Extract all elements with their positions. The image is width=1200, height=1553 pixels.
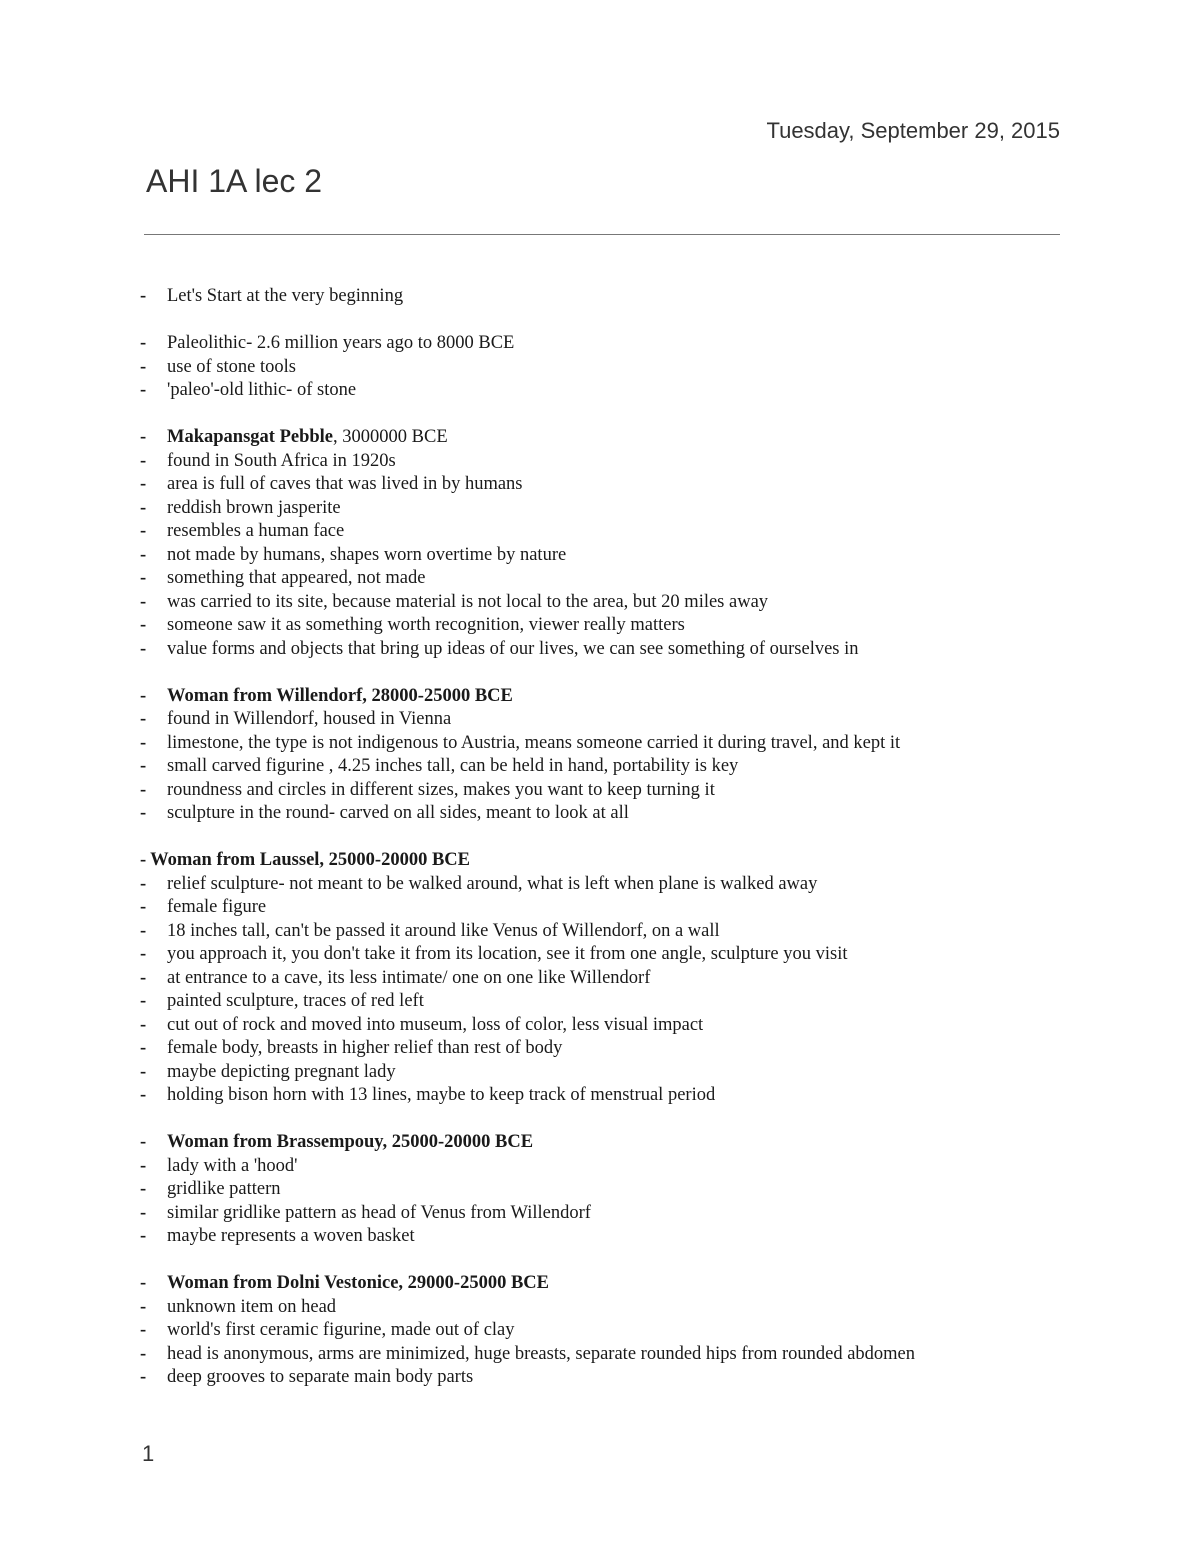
bullet-text: world's first ceramic figurine, made out of clay <box>167 1320 515 1340</box>
bullet-item <box>138 873 1068 897</box>
bullet-item <box>138 567 1068 591</box>
bullet-text: relief sculpture- not meant to be walked around, what is left when plane is walked away <box>167 873 818 894</box>
bullet-text: painted sculpture, traces of red left <box>167 991 424 1011</box>
bullet-item <box>138 990 1068 1014</box>
note-section <box>138 403 1068 662</box>
title-divider <box>144 234 1060 235</box>
heading-text <box>167 1131 533 1155</box>
bullet-item <box>138 943 1068 967</box>
bullet-item <box>138 1343 1068 1367</box>
note-section <box>138 826 1068 1108</box>
bullet-dash: - <box>140 333 147 353</box>
bullet-item <box>138 1319 1068 1343</box>
heading-bold-text: Woman from Willendorf, 28000-25000 BCE <box>167 685 513 706</box>
bullet-dash: - <box>140 497 147 518</box>
bullet-dash: - <box>140 1014 147 1035</box>
bullet-dash: - <box>140 732 147 753</box>
section-heading <box>138 1131 1068 1155</box>
bullet-dash: - <box>140 638 147 659</box>
bullet-dash: - <box>140 1296 147 1317</box>
bullet-item <box>138 779 1068 803</box>
heading-bold-text: Woman from Laussel, 25000-20000 BCE <box>150 850 471 870</box>
bullet-item <box>138 450 1068 474</box>
bullet-text: Paleolithic- 2.6 million years ago to 8000 BCE <box>167 333 515 353</box>
bullet-item <box>138 497 1068 521</box>
bullet-text: at entrance to a cave, its less intimate/ one on one like Willendorf <box>167 967 651 988</box>
bullet-dash: - <box>140 591 147 612</box>
bullet-dash: - <box>140 1343 147 1364</box>
bullet-dash: - <box>140 1038 147 1058</box>
bullet-text: unknown item on head <box>167 1296 337 1317</box>
bullet-item <box>138 1014 1068 1038</box>
bullet-dash: - <box>140 427 147 447</box>
bullet-dash: - <box>140 1273 147 1293</box>
bullet-dash: - <box>140 1202 147 1223</box>
bullet-item <box>138 379 1068 403</box>
note-date: Tuesday, September 29, 2015 <box>766 118 1060 143</box>
bullet-dash: - <box>140 544 147 565</box>
bullet-item <box>138 1178 1068 1202</box>
section-spacer <box>138 661 1068 685</box>
bullet-item <box>138 920 1068 944</box>
bullet-text: you approach it, you don't take it from its location, see it from one angle, sculpture you visit <box>167 944 848 964</box>
bullet-text: found in South Africa in 1920s <box>167 450 396 471</box>
bullet-dash: - <box>140 944 147 964</box>
bullet-text: use of stone tools <box>167 356 296 377</box>
bullet-dash: - <box>140 1320 147 1340</box>
bullet-item <box>138 755 1068 779</box>
bullet-dash: - <box>140 474 147 494</box>
bullet-text: reddish brown jasperite <box>167 497 341 518</box>
heading-text <box>167 685 513 709</box>
bullet-item <box>138 1084 1068 1108</box>
heading-text <box>150 849 470 873</box>
bullet-text: lady with a 'hood' <box>167 1155 298 1176</box>
bullet-text: limestone, the type is not indigenous to Austria, means someone carried it during travel, and kept it <box>167 732 901 753</box>
heading-bold-text: Woman from Brassempouy, 25000-20000 BCE <box>167 1132 534 1152</box>
bullet-dash: - <box>140 991 147 1011</box>
bullet-text: female body, breasts in higher relief than rest of body <box>167 1038 563 1058</box>
bullet-text: area is full of caves that was lived in by humans <box>167 474 523 494</box>
bullet-dash: - <box>140 1226 147 1246</box>
bullet-dash: - <box>140 920 147 941</box>
bullet-dash: - <box>140 685 147 706</box>
section-spacer <box>138 309 1068 333</box>
note-section <box>138 1108 1068 1249</box>
bullet-dash: - <box>140 1132 147 1152</box>
bullet-dash: - <box>140 873 147 894</box>
bullet-dash: - <box>140 450 147 471</box>
bullet-item <box>138 1155 1068 1179</box>
bullet-item <box>138 1225 1068 1249</box>
bullet-dash: - <box>140 1085 147 1105</box>
bullet-dash: - <box>140 615 147 635</box>
bullet-dash: - <box>140 521 147 541</box>
bullet-text: gridlike pattern <box>167 1179 281 1199</box>
section-spacer <box>138 826 1068 850</box>
bullet-text: value forms and objects that bring up ideas of our lives, we can see something of ourselves in <box>167 638 859 659</box>
bullet-text: cut out of rock and moved into museum, loss of color, less visual impact <box>167 1014 704 1035</box>
bullet-text: found in Willendorf, housed in Vienna <box>167 709 452 729</box>
bullet-text: deep grooves to separate main body parts <box>167 1367 474 1387</box>
section-spacer <box>138 403 1068 427</box>
note-section <box>138 285 1068 309</box>
bullet-item <box>138 967 1068 991</box>
bullet-dash: - <box>140 850 147 870</box>
bullet-item <box>138 732 1068 756</box>
bullet-item <box>138 1296 1068 1320</box>
bullet-dash: - <box>140 779 147 800</box>
section-heading <box>138 685 1068 709</box>
bullet-dash: - <box>140 1155 147 1176</box>
bullet-text: maybe depicting pregnant lady <box>167 1061 396 1082</box>
bullet-dash: - <box>140 967 147 988</box>
bullet-item <box>138 591 1068 615</box>
note-section <box>138 661 1068 826</box>
bullet-text: resembles a human face <box>167 521 345 541</box>
bullet-text: something that appeared, not made <box>167 568 426 588</box>
heading-bold-text: Makapansgat Pebble <box>167 427 334 447</box>
note-title: AHI 1A lec 2 <box>146 163 323 199</box>
bullet-item <box>138 332 1068 356</box>
section-spacer <box>138 1108 1068 1132</box>
heading-rest-text: , 3000000 BCE <box>333 427 448 447</box>
bullet-dash: - <box>140 897 147 917</box>
bullet-text: holding bison horn with 13 lines, maybe to keep track of menstrual period <box>167 1085 716 1105</box>
note-section <box>138 309 1068 403</box>
bullet-text: not made by humans, shapes worn overtime by nature <box>167 544 567 565</box>
bullet-text: 18 inches tall, can't be passed it around like Venus of Willendorf, on a wall <box>167 920 720 941</box>
bullet-item <box>138 638 1068 662</box>
bullet-dash: - <box>140 286 147 306</box>
bullet-text: similar gridlike pattern as head of Venus from Willendorf <box>167 1202 591 1223</box>
bullet-item <box>138 473 1068 497</box>
bullet-text: roundness and circles in different sizes, makes you want to keep turning it <box>167 779 715 800</box>
bullet-item <box>138 1202 1068 1226</box>
bullet-text: was carried to its site, because material is not local to the area, but 20 miles away <box>167 591 769 612</box>
section-heading <box>138 426 1068 450</box>
bullet-dash: - <box>140 568 147 588</box>
bullet-dash: - <box>140 356 147 377</box>
bullet-dash: - <box>140 380 147 400</box>
bullet-item <box>138 544 1068 568</box>
heading-text <box>167 426 448 450</box>
bullet-text: Let's Start at the very beginning <box>167 286 404 306</box>
bullet-item <box>138 802 1068 826</box>
bullet-dash: - <box>140 1061 147 1082</box>
bullet-item <box>138 896 1068 920</box>
notes-body <box>138 285 1068 1390</box>
bullet-dash: - <box>140 709 147 729</box>
section-heading <box>138 849 1068 873</box>
bullet-text: someone saw it as something worth recognition, viewer really matters <box>167 615 685 635</box>
bullet-text: sculpture in the round- carved on all sides, meant to look at all <box>167 803 629 823</box>
section-heading <box>138 1272 1068 1296</box>
section-spacer <box>138 1249 1068 1273</box>
bullet-text: 'paleo'-old lithic- of stone <box>167 380 357 400</box>
bullet-dash: - <box>140 1179 147 1199</box>
bullet-dash: - <box>140 756 147 776</box>
bullet-text: small carved figurine , 4.25 inches tall, can be held in hand, portability is key <box>167 756 739 776</box>
heading-text <box>167 1272 549 1296</box>
bullet-item <box>138 356 1068 380</box>
bullet-item <box>138 1037 1068 1061</box>
note-section <box>138 1249 1068 1390</box>
bullet-item <box>138 1366 1068 1390</box>
page-number: 1 <box>142 1441 155 1466</box>
bullet-item <box>138 285 1068 309</box>
bullet-text: female figure <box>167 897 267 917</box>
heading-bold-text: Woman from Dolni Vestonice, 29000-25000 BCE <box>167 1273 550 1293</box>
bullet-dash: - <box>140 803 147 823</box>
bullet-dash: - <box>140 1367 147 1387</box>
bullet-text: maybe represents a woven basket <box>167 1226 415 1246</box>
bullet-item <box>138 614 1068 638</box>
bullet-text: head is anonymous, arms are minimized, huge breasts, separate rounded hips from rounded abdomen <box>167 1343 916 1364</box>
bullet-item <box>138 708 1068 732</box>
bullet-item <box>138 1061 1068 1085</box>
bullet-item <box>138 520 1068 544</box>
